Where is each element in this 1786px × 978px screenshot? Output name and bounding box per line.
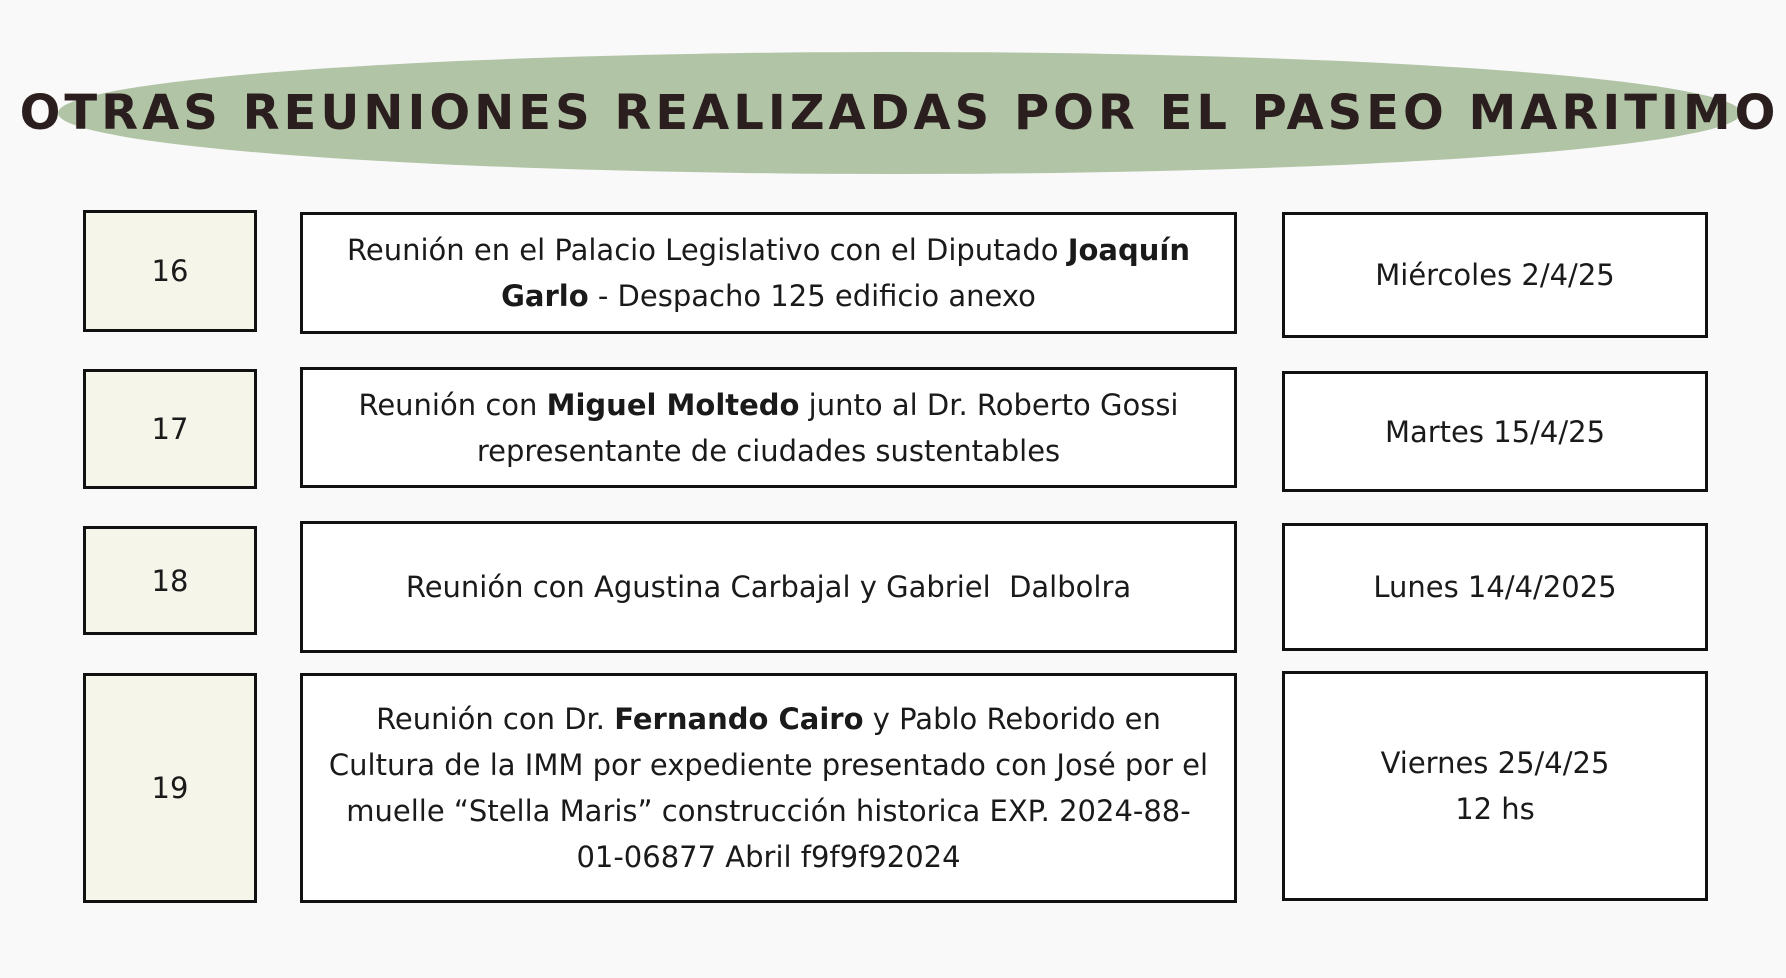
page-title: OTRAS REUNIONES REALIZADAS POR EL PASEO MARITIMO	[19, 85, 1780, 141]
row-date	[1373, 564, 1616, 610]
title-banner	[19, 52, 1780, 174]
row-number-cell	[83, 673, 257, 903]
description-text: junto al Dr. Roberto Gossi representante de ciudades sustentables	[476, 387, 1179, 468]
date-line: Viernes 25/4/25	[1380, 746, 1610, 780]
description-name: Fernando Cairo	[614, 702, 864, 736]
row-date-cell	[1282, 212, 1708, 338]
description-name: Miguel Moltedo	[546, 387, 800, 422]
row-number-cell	[83, 526, 257, 635]
description-text: Reunión en el Palacio Legislativo con el Diputado	[347, 233, 1068, 267]
row-description-cell	[300, 212, 1237, 334]
row-date-cell	[1282, 523, 1708, 651]
row-date	[1375, 252, 1614, 298]
row-description-cell	[300, 521, 1237, 653]
row-description	[303, 382, 1234, 474]
description-text: Reunión con Dr.	[376, 702, 615, 736]
row-description	[303, 227, 1234, 319]
row-description-cell	[300, 367, 1237, 488]
description-text: y Pablo Reborido en Cultura de la IMM por expediente presentado con José por el muelle “Stella Maris” construcción historica EXP. 2024-88-01-06877 Abril f9f9f92024	[328, 702, 1209, 874]
row-number: 16	[151, 254, 189, 288]
date-line: Lunes 14/4/2025	[1373, 570, 1617, 604]
row-date-cell	[1282, 371, 1708, 492]
row-number-cell	[83, 369, 257, 489]
row-number-cell	[83, 210, 257, 332]
description-text: Reunión con Agustina Carbajal y Gabriel Dalbolra	[405, 570, 1132, 604]
row-description	[303, 696, 1234, 880]
row-date-cell	[1282, 671, 1708, 901]
date-line: Miércoles 2/4/25	[1375, 258, 1615, 292]
description-name: Joaquín Garlo	[501, 233, 1190, 313]
time-line: 12 hs	[1455, 792, 1535, 826]
row-description-cell	[300, 673, 1237, 903]
row-number: 19	[151, 771, 189, 805]
row-date	[1381, 740, 1610, 832]
description-text: Reunión con	[358, 387, 547, 422]
row-description	[386, 564, 1151, 610]
row-number: 17	[151, 412, 189, 446]
row-date	[1385, 409, 1605, 455]
description-text: - Despacho 125 edificio anexo	[588, 279, 1036, 313]
row-number: 18	[151, 563, 189, 598]
date-line: Martes 15/4/25	[1384, 414, 1606, 449]
